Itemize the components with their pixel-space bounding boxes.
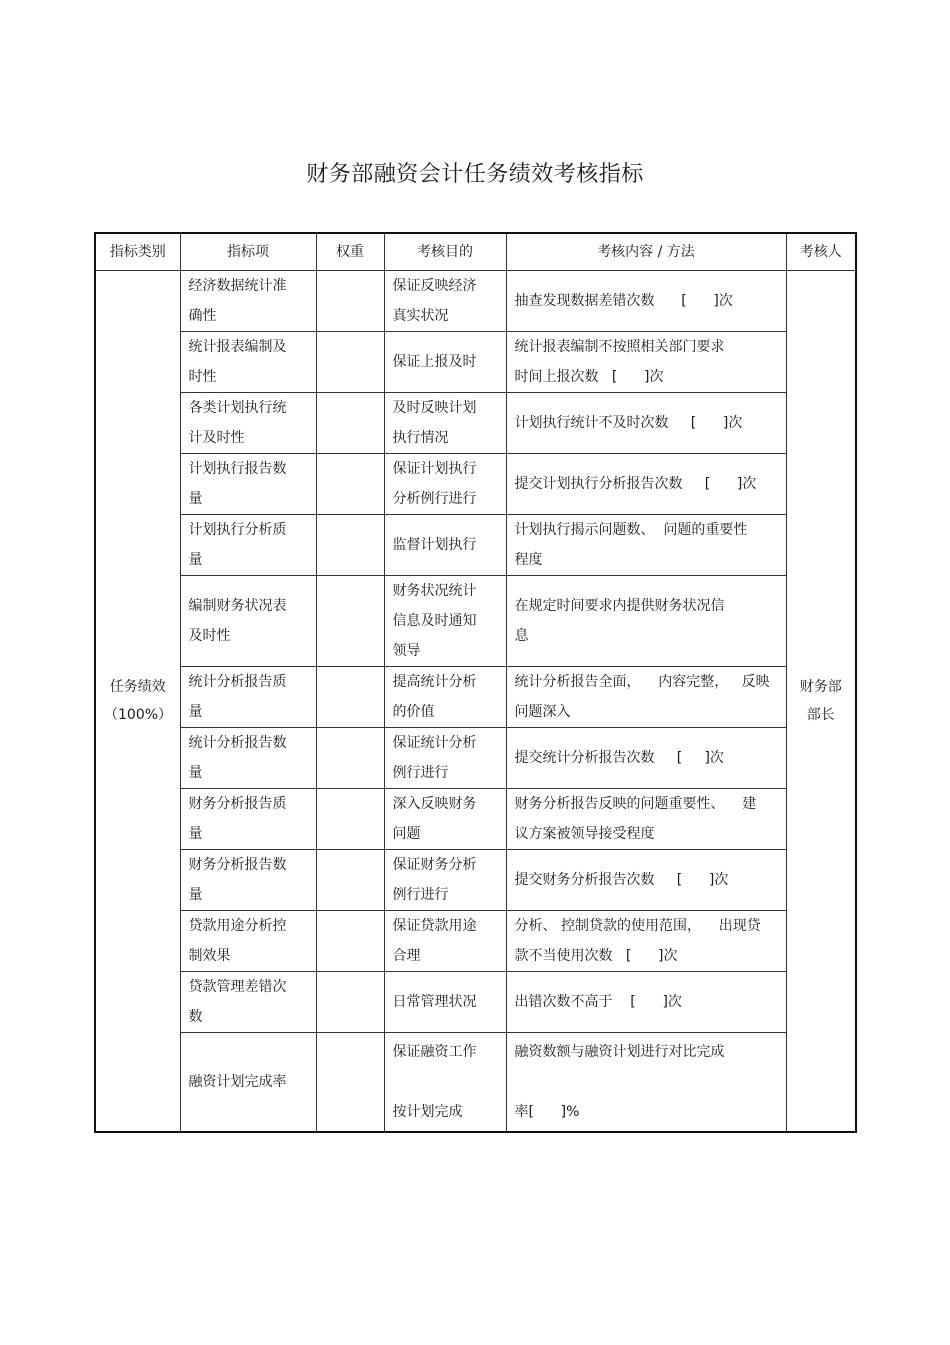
method-cell: 计划执行统计不及时次数 [ ]次	[506, 393, 786, 454]
purpose-cell: 深入反映财务 问题	[384, 789, 506, 850]
weight-cell	[316, 332, 384, 393]
table-row	[95, 850, 856, 911]
category-cell: 任务绩效 （100%）	[95, 271, 180, 1132]
purpose-cell: 保证贷款用途 合理	[384, 911, 506, 972]
method-cell: 提交财务分析报告次数 [ ]次	[506, 850, 786, 911]
header-reviewer: 考核人	[786, 233, 856, 271]
table-row	[95, 1033, 856, 1132]
table-row	[95, 789, 856, 850]
weight-cell	[316, 728, 384, 789]
method-cell: 融资数额与融资计划进行对比完成 率[ ]%	[506, 1033, 786, 1132]
table-row	[95, 515, 856, 576]
method-cell: 统计分析报告全面， 内容完整， 反映 问题深入	[506, 667, 786, 728]
weight-cell	[316, 393, 384, 454]
header-purpose: 考核目的	[384, 233, 506, 271]
purpose-cell: 提高统计分析 的价值	[384, 667, 506, 728]
header-row	[95, 233, 856, 271]
weight-cell	[316, 911, 384, 972]
table-row	[95, 271, 856, 332]
item-cell: 各类计划执行统 计及时性	[180, 393, 316, 454]
method-cell: 抽查发现数据差错次数 [ ]次	[506, 271, 786, 332]
item-cell: 统计分析报告质 量	[180, 667, 316, 728]
item-cell: 计划执行分析质 量	[180, 515, 316, 576]
purpose-cell: 保证上报及时	[384, 332, 506, 393]
table-row	[95, 911, 856, 972]
item-cell: 财务分析报告数 量	[180, 850, 316, 911]
item-cell: 融资计划完成率	[180, 1033, 316, 1132]
purpose-cell: 财务状况统计 信息及时通知 领导	[384, 576, 506, 667]
method-cell: 财务分析报告反映的问题重要性、 建 议方案被领导接受程度	[506, 789, 786, 850]
table-row	[95, 667, 856, 728]
item-cell: 计划执行报告数 量	[180, 454, 316, 515]
table-row	[95, 728, 856, 789]
purpose-cell: 保证反映经济 真实状况	[384, 271, 506, 332]
weight-cell	[316, 576, 384, 667]
item-cell: 财务分析报告质 量	[180, 789, 316, 850]
table-row	[95, 576, 856, 667]
item-cell: 统计分析报告数 量	[180, 728, 316, 789]
purpose-cell: 保证融资工作 按计划完成	[384, 1033, 506, 1132]
method-cell: 提交统计分析报告次数 [ ]次	[506, 728, 786, 789]
weight-cell	[316, 850, 384, 911]
purpose-cell: 保证统计分析 例行进行	[384, 728, 506, 789]
header-method: 考核内容 / 方法	[506, 233, 786, 271]
header-item: 指标项	[180, 233, 316, 271]
table-row	[95, 454, 856, 515]
purpose-cell: 日常管理状况	[384, 972, 506, 1033]
method-cell: 分析、 控制贷款的使用范围， 出现贷 款不当使用次数 [ ]次	[506, 911, 786, 972]
weight-cell	[316, 454, 384, 515]
purpose-cell: 监督计划执行	[384, 515, 506, 576]
reviewer-cell: 财务部 部长	[786, 271, 856, 1132]
item-cell: 贷款用途分析控 制效果	[180, 911, 316, 972]
header-category: 指标类别	[95, 233, 180, 271]
weight-cell	[316, 667, 384, 728]
document-title: 财务部融资会计任务绩效考核指标	[306, 162, 644, 187]
weight-cell	[316, 972, 384, 1033]
item-cell: 编制财务状况表 及时性	[180, 576, 316, 667]
header-weight: 权重	[316, 233, 384, 271]
method-cell: 计划执行揭示问题数、 问题的重要性 程度	[506, 515, 786, 576]
item-cell: 贷款管理差错次 数	[180, 972, 316, 1033]
weight-cell	[316, 1033, 384, 1132]
method-cell: 出错次数不高于 [ ]次	[506, 972, 786, 1033]
item-cell: 经济数据统计准 确性	[180, 271, 316, 332]
weight-cell	[316, 271, 384, 332]
weight-cell	[316, 515, 384, 576]
purpose-cell: 保证计划执行 分析例行进行	[384, 454, 506, 515]
purpose-cell: 及时反映计划 执行情况	[384, 393, 506, 454]
item-cell: 统计报表编制及 时性	[180, 332, 316, 393]
table-row	[95, 393, 856, 454]
table-row	[95, 972, 856, 1033]
table-row	[95, 332, 856, 393]
kpi-table	[94, 232, 857, 1133]
method-cell: 统计报表编制不按照相关部门要求 时间上报次数 [ ]次	[506, 332, 786, 393]
method-cell: 提交计划执行分析报告次数 [ ]次	[506, 454, 786, 515]
method-cell: 在规定时间要求内提供财务状况信 息	[506, 576, 786, 667]
weight-cell	[316, 789, 384, 850]
purpose-cell: 保证财务分析 例行进行	[384, 850, 506, 911]
